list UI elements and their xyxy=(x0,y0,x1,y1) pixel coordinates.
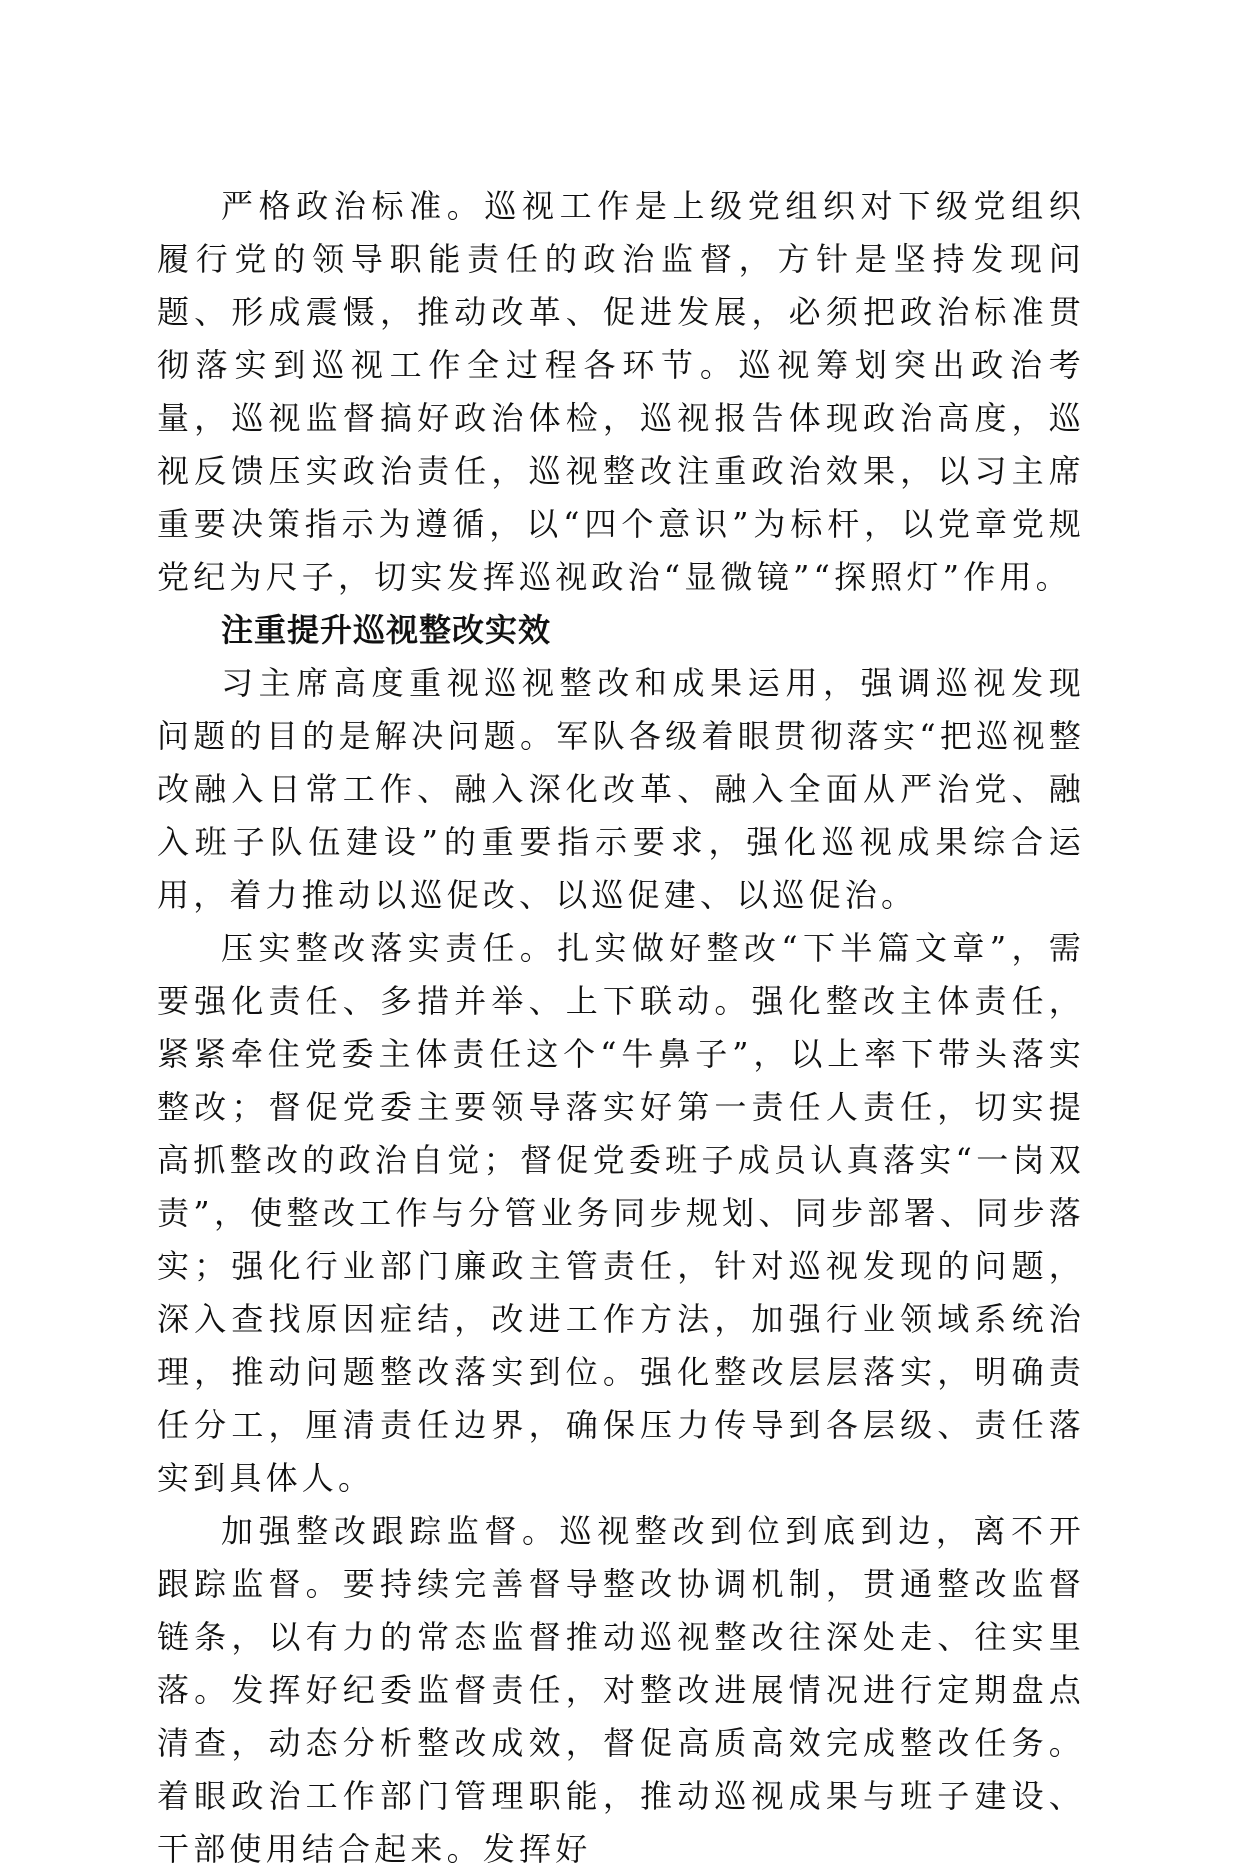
paragraph-political-standards: 严格政治标准。巡视工作是上级党组织对下级党组织履行党的领导职能责任的政治监督，方针是坚持发现问题、形成震慑，推动改革、促进发展，必须把政治标准贯彻落实到巡视工作全过程各环节。巡视筹划突出政治考量，巡视监督搞好政治体检，巡视报告体现政治高度，巡视反馈压实政治责任，巡视整改注重政治效果，以习主席重要决策指示为遵循，以“四个意识”为标杆，以党章党规党纪为尺子，切实发挥巡视政治“显微镜”“探照灯”作用。 xyxy=(157,187,1085,596)
paragraph-rectification-responsibility: 压实整改落实责任。扎实做好整改“下半篇文章”，需要强化责任、多措并举、上下联动。强化整改主体责任，紧紧牵住党委主体责任这个“牛鼻子”，以上率下带头落实整改；督促党委主要领导落实好第一责任人责任，切实提高抓整改的政治自觉；督促党委班子成员认真落实“一岗双责”，使整改工作与分管业务同步规划、同步部署、同步落实；强化行业部门廉政主管责任，针对巡视发现的问题，深入查找原因症结，改进工作方法，加强行业领域系统治理，推动问题整改落实到位。强化整改层层落实，明确责任分工，厘清责任边界，确保压力传导到各层级、责任落实到具体人。 xyxy=(157,929,1085,1497)
paragraph-rectification-intro: 习主席高度重视巡视整改和成果运用，强调巡视发现问题的目的是解决问题。军队各级着眼贯彻落实“把巡视整改融入日常工作、融入深化改革、融入全面从严治党、融入班子队伍建设”的重要指示要求，强化巡视成果综合运用，着力推动以巡促改、以巡促建、以巡促治。 xyxy=(157,664,1085,914)
document-body xyxy=(157,180,1085,1876)
section-heading: 注重提升巡视整改实效 xyxy=(221,611,552,649)
paragraph-rectification-supervision: 加强整改跟踪监督。巡视整改到位到底到边，离不开跟踪监督。要持续完善督导整改协调机制，贯通整改监督链条，以有力的常态监督推动巡视整改往深处走、往实里落。发挥好纪委监督责任，对整改进展情况进行定期盘点清查，动态分析整改成效，督促高质高效完成整改任务。着眼政治工作部门管理职能，推动巡视成果与班子建设、干部使用结合起来。发挥好 xyxy=(157,1512,1085,1868)
